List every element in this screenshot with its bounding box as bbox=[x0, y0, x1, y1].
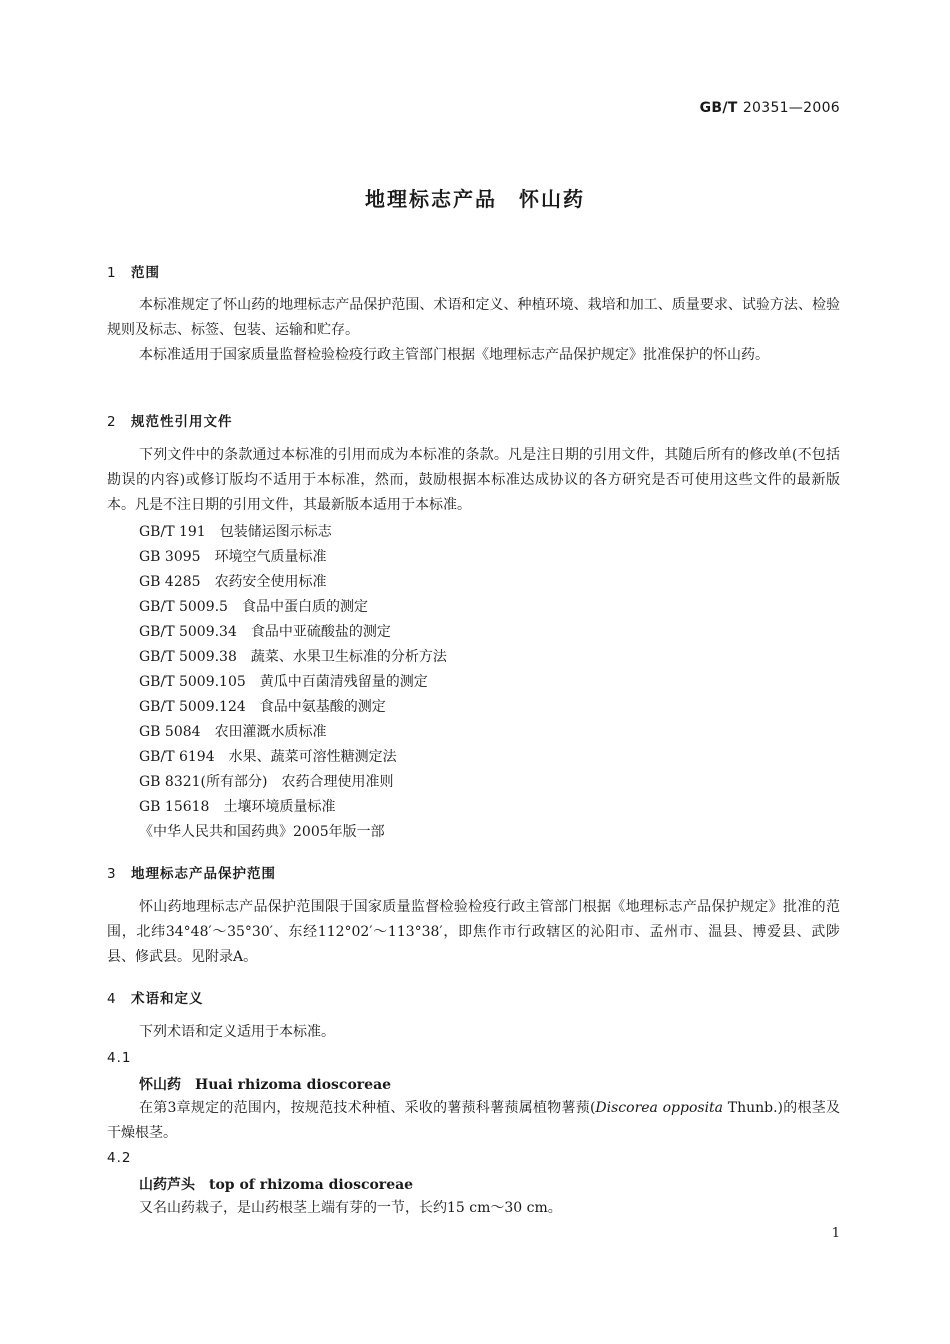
reference-code: GB/T 6194 bbox=[139, 749, 215, 765]
reference-item bbox=[139, 620, 391, 645]
section-4-heading bbox=[107, 987, 204, 1007]
reference-code: GB/T 5009.38 bbox=[139, 649, 237, 665]
reference-code: GB/T 5009.124 bbox=[139, 699, 246, 715]
term-number: 4.1 bbox=[107, 1050, 132, 1066]
section-title: 规范性引用文件 bbox=[131, 414, 233, 430]
section-2-heading bbox=[107, 410, 233, 430]
page-number: 1 bbox=[831, 1226, 840, 1241]
latin-name: Discorea opposita bbox=[595, 1100, 724, 1116]
reference-item bbox=[139, 695, 386, 720]
reference-name: 水果、蔬菜可溶性糖测定法 bbox=[228, 749, 397, 765]
paragraph: 本标准适用于国家质量监督检验检疫行政主管部门根据《地理标志产品保护规定》批准保护的怀山药。 bbox=[139, 347, 769, 363]
term-chinese: 山药芦头 bbox=[139, 1177, 195, 1193]
term-definition: 又名山药栽子，是山药根茎上端有芽的一节，长约15 cm～30 cm。 bbox=[139, 1200, 562, 1216]
term-chinese: 怀山药 bbox=[139, 1077, 181, 1093]
reference-name: 食品中亚硫酸盐的测定 bbox=[250, 624, 391, 640]
reference-name: 黄瓜中百菌清残留量的测定 bbox=[259, 674, 428, 690]
reference-name: 农药合理使用准则 bbox=[281, 774, 394, 790]
term-english: top of rhizoma dioscoreae bbox=[209, 1177, 414, 1193]
section-number: 4 bbox=[107, 991, 117, 1007]
term-entry bbox=[139, 1074, 391, 1094]
section-number: 3 bbox=[107, 866, 117, 882]
section-title: 范围 bbox=[131, 265, 160, 281]
paragraph: 本标准规定了怀山药的地理标志产品保护范围、术语和定义、种植环境、栽培和加工、质量要求、试验方法、检验规则及标志、标签、包装、运输和贮存。 bbox=[107, 297, 840, 338]
reference-item: 《中华人民共和国药典》2005年版一部 bbox=[139, 824, 385, 840]
section-number: 1 bbox=[107, 265, 117, 281]
reference-item bbox=[139, 595, 368, 620]
reference-code: GB/T 5009.34 bbox=[139, 624, 237, 640]
reference-code: GB 5084 bbox=[139, 724, 201, 740]
reference-name: 食品中氨基酸的测定 bbox=[259, 699, 386, 715]
term-english: Huai rhizoma dioscoreae bbox=[195, 1077, 392, 1093]
reference-name: 食品中蛋白质的测定 bbox=[241, 599, 368, 615]
reference-name: 蔬菜、水果卫生标准的分析方法 bbox=[250, 649, 447, 665]
reference-item bbox=[139, 520, 332, 545]
section-title: 术语和定义 bbox=[131, 991, 204, 1007]
reference-item bbox=[139, 770, 393, 795]
reference-code: GB 3095 bbox=[139, 549, 201, 565]
reference-name: 土壤环境质量标准 bbox=[223, 799, 336, 815]
standard-number: 20351—2006 bbox=[742, 100, 840, 116]
reference-code: GB 4285 bbox=[139, 574, 201, 590]
paragraph: 下列术语和定义适用于本标准。 bbox=[139, 1024, 335, 1040]
reference-code: GB 15618 bbox=[139, 799, 210, 815]
term-entry bbox=[139, 1174, 413, 1194]
standard-code bbox=[700, 100, 840, 116]
reference-name: 包装储运图示标志 bbox=[219, 524, 332, 540]
paragraph: 下列文件中的条款通过本标准的引用而成为本标准的条款。凡是注日期的引用文件，其随后所有的修改单(不包括勘误的内容)或修订版均不适用于本标准，然而，鼓励根据本标准达成协议的各方研究是否可使用这些文件的最新版本。凡是不注日期的引用文件，其最新版本适用于本标准。 bbox=[107, 447, 840, 513]
reference-item bbox=[139, 720, 327, 745]
reference-code: GB/T 5009.105 bbox=[139, 674, 246, 690]
document-title: 地理标志产品 怀山药 bbox=[365, 187, 585, 211]
reference-item bbox=[139, 645, 447, 670]
paragraph: 怀山药地理标志产品保护范围限于国家质量监督检验检疫行政主管部门根据《地理标志产品保护规定》批准的范围，北纬34°48′～35°30′、东经112°02′～113°38′，即焦作市行政辖区的沁阳市、孟州市、温县、博爱县、武陟县、修武县。见附录A。 bbox=[107, 899, 840, 965]
reference-code: GB 8321(所有部分) bbox=[139, 774, 268, 790]
reference-code: GB/T 5009.5 bbox=[139, 599, 228, 615]
reference-item bbox=[139, 745, 397, 770]
reference-name: 环境空气质量标准 bbox=[214, 549, 327, 565]
term-number: 4.2 bbox=[107, 1150, 132, 1166]
reference-name: 农药安全使用标准 bbox=[214, 574, 327, 590]
definition-text: Thunb.)的根茎及干燥根茎。 bbox=[107, 1100, 840, 1141]
section-number: 2 bbox=[107, 414, 117, 430]
reference-item bbox=[139, 795, 335, 820]
reference-item bbox=[139, 545, 327, 570]
reference-item bbox=[139, 570, 327, 595]
reference-item bbox=[139, 670, 428, 695]
reference-name: 农田灌溉水质标准 bbox=[214, 724, 327, 740]
section-1-heading bbox=[107, 261, 160, 281]
section-3-heading bbox=[107, 862, 276, 882]
standard-prefix: GB/T bbox=[699, 100, 738, 116]
reference-code: GB/T 191 bbox=[139, 524, 206, 540]
definition-text: 在第3章规定的范围内，按规范技术种植、采收的薯蓣科薯蓣属植物薯蓣( bbox=[139, 1100, 596, 1116]
section-title: 地理标志产品保护范围 bbox=[131, 866, 276, 882]
term-definition bbox=[107, 1096, 840, 1146]
